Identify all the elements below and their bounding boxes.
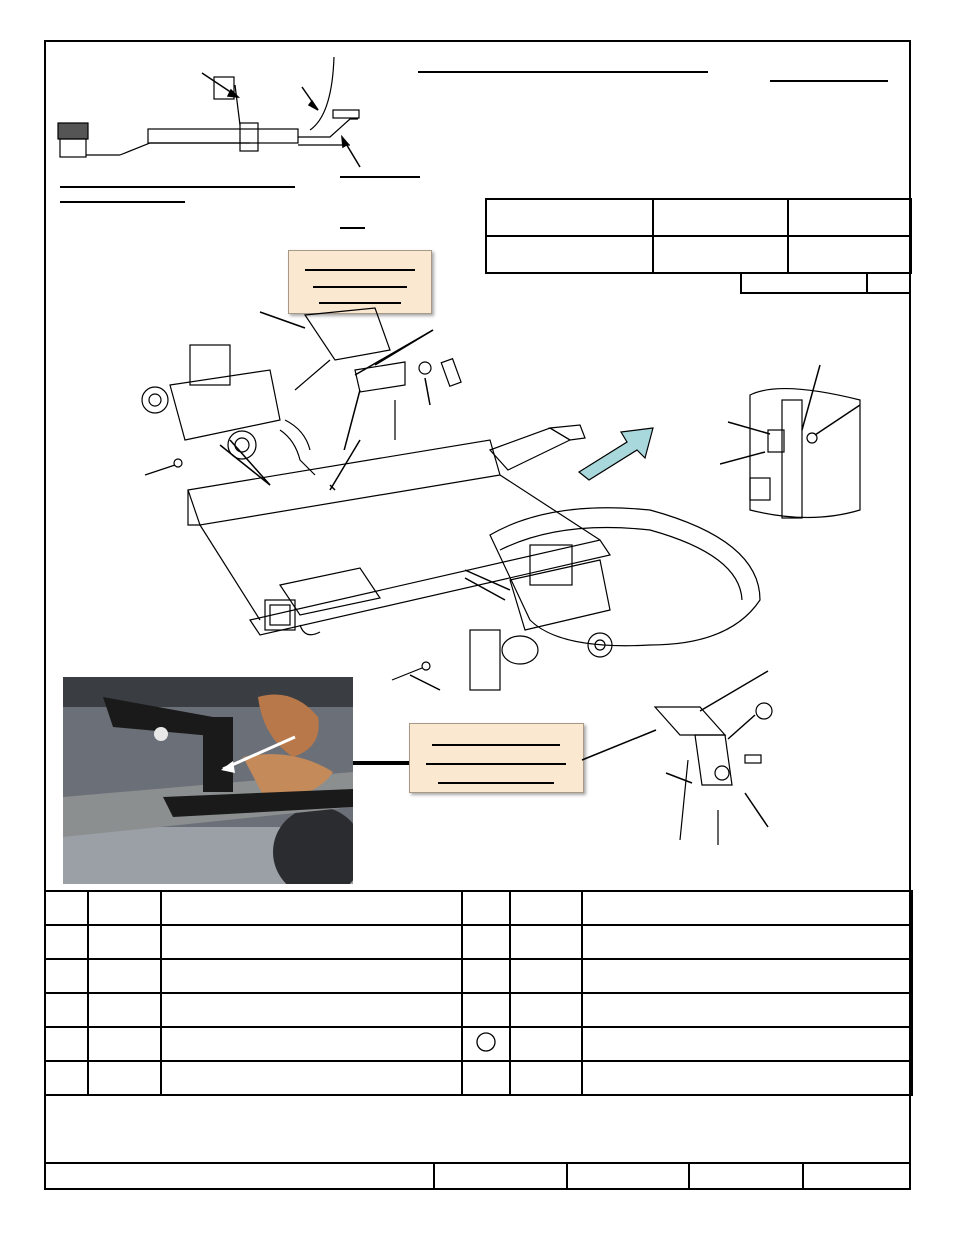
spec-cell [788,199,911,236]
title-block-cell [434,1163,567,1190]
parts-row [45,891,912,925]
spec-cell [486,236,653,273]
left-heading-underline [60,186,295,188]
spec-row [486,236,911,273]
spacer-block [355,362,405,392]
parts-cell-marker [462,1027,510,1061]
left-wheel-hub [142,387,168,413]
title-underline [418,71,708,73]
hitch-bracket-photo [203,717,233,792]
side-plate [695,735,732,785]
parts-cell [462,891,510,925]
photo-pointer [353,761,409,765]
body-contour [310,57,334,130]
parts-row [45,1027,912,1061]
parts-row [45,993,912,1027]
parts-cell [582,891,912,925]
bracket-closeup-bottom [640,665,780,850]
receiver-end [60,139,86,157]
parts-cell [161,891,462,925]
title-block [44,1162,911,1190]
parts-cell [510,891,582,925]
spec-cell [486,199,653,236]
title-block-cell [689,1163,803,1190]
circle-marker-icon [475,1031,497,1053]
drop-leg [680,760,688,840]
revision-cell [867,273,910,293]
circle-marker-icon [756,703,772,719]
bracket-side [240,123,258,151]
forward-arrow-icon [575,420,665,485]
title-block-cell [45,1163,434,1190]
side-view-schematic [50,55,370,185]
bracket-detail-top [255,300,475,450]
parts-cell [88,891,161,925]
side-arm [490,428,570,470]
spec-cell [653,236,788,273]
crossbar-lower [250,540,610,635]
spec-table [485,198,912,274]
washer [419,362,431,374]
callout-leader [580,725,660,765]
washer [715,766,729,780]
revision-cell [741,273,867,293]
end-bracket [470,630,500,690]
bolt-side [333,110,359,118]
note-callout-photo [409,723,584,793]
exhaust-pipe-end [502,636,538,664]
spec-cell [653,199,788,236]
title-block-row [45,1163,910,1190]
crossbar [188,440,500,525]
parts-row [45,1061,912,1095]
short-label-underline [340,227,365,229]
bolt-right [392,662,430,680]
parts-row [45,925,912,959]
mount-plate [655,707,725,735]
crossbar-side [148,129,298,143]
detail-outline [750,389,860,518]
title-block-cell [567,1163,689,1190]
vertical-bracket [782,400,802,518]
safety-loop [300,625,320,635]
hex-bolt [441,359,461,387]
spec-cell [788,236,911,273]
right-suspension-frame [510,560,610,630]
installation-photo [63,677,353,884]
bracket-plate [305,308,390,360]
spec-row [486,199,911,236]
revision-row [741,273,910,293]
parts-table [44,890,913,1096]
title-block-cell [803,1163,910,1190]
bolt-left [145,459,182,475]
left-subheading-underline [60,201,185,203]
hex-bolt [745,755,761,763]
long-bolt [295,360,330,390]
parts-cell [45,891,88,925]
subtitle-underline [770,80,888,82]
parts-row [45,959,912,993]
bumper-block [58,123,88,139]
bushing [750,478,770,500]
bracket-closeup-right [720,360,870,530]
revision-table [740,272,911,294]
